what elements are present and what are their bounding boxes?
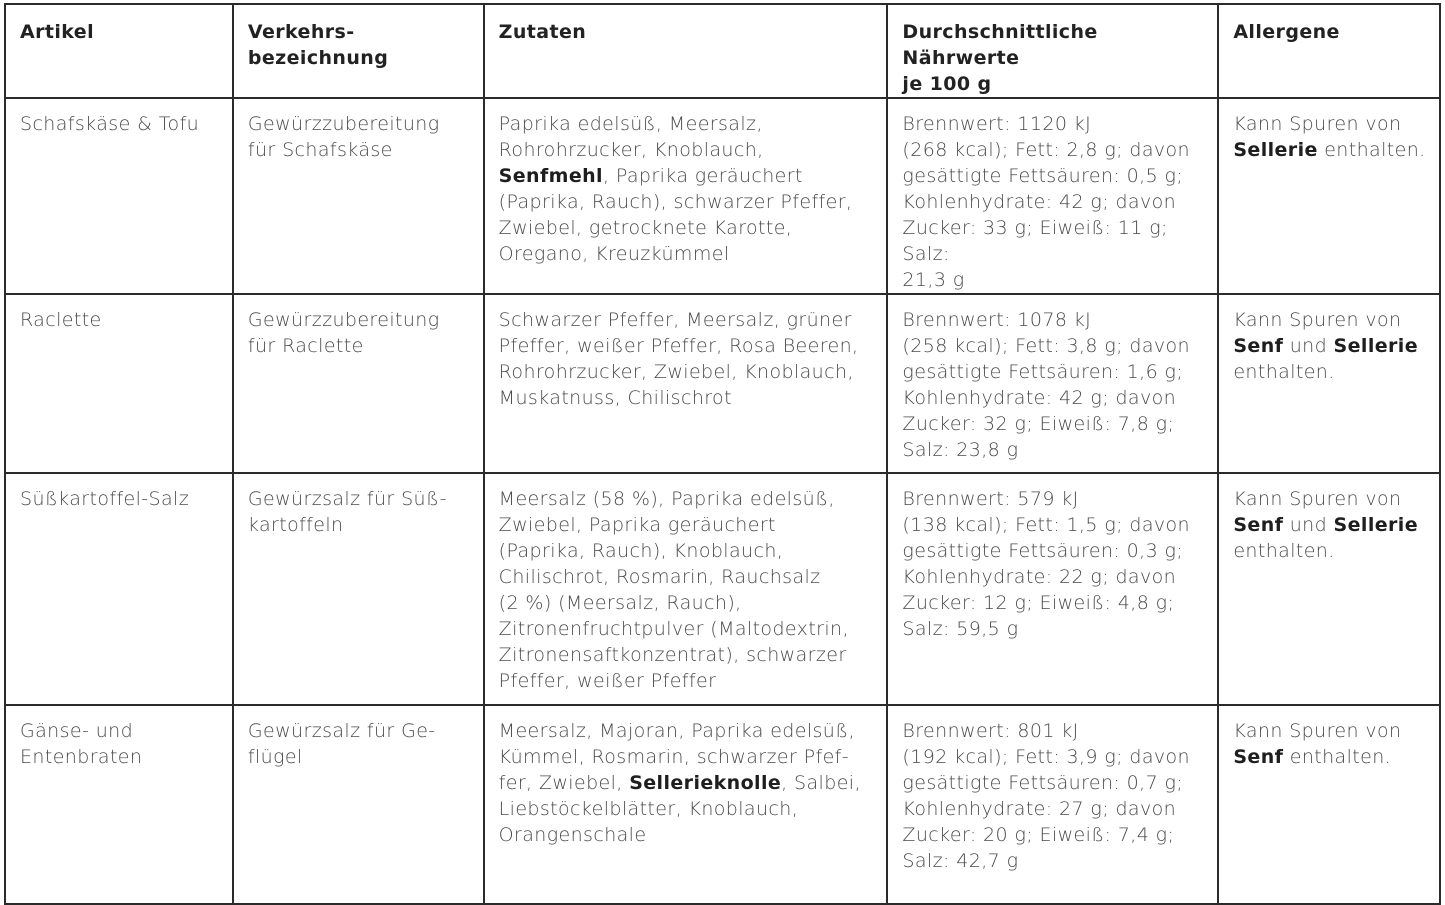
artikel-text: Gänse- und	[20, 720, 134, 742]
zutaten-line: Muskatnuss, Chilischrot	[498, 387, 732, 409]
zutaten-line: Zitronenfruchtpulver (Maltodextrin,	[498, 618, 849, 640]
zutaten-line: Paprika edelsüß, Meersalz,	[498, 113, 763, 135]
verkehr-line: Gewürzsalz für Ge-	[247, 720, 436, 742]
verkehr-line: flügel	[247, 746, 303, 768]
naehr-line: gesättigte Fettsäuren: 0,3 g;	[902, 540, 1184, 562]
verkehr-line: für Schafskäse	[247, 139, 393, 161]
naehr-line: Kohlenhydrate: 27 g; davon	[902, 798, 1177, 820]
naehr-line: Salz: 42,7 g	[902, 850, 1019, 872]
allergene-line: Kann Spuren von	[1233, 309, 1402, 331]
artikel-text: Raclette	[20, 309, 102, 331]
verkehr-line: für Raclette	[247, 335, 364, 357]
header-verkehr-line-1: Verkehrs-	[247, 21, 355, 43]
header-zutaten-label: Zutaten	[498, 21, 587, 43]
naehr-line: 21,3 g	[902, 269, 965, 291]
naehr-line: Brennwert: 579 kJ	[902, 488, 1079, 510]
verkehr-line: Gewürzsalz für Süß-	[247, 488, 447, 510]
allergene-line	[1233, 744, 1427, 770]
cell-naehrwerte	[887, 98, 1218, 294]
zutaten-line: Schwarzer Pfeffer, Meersalz, grüner	[498, 309, 852, 331]
cell-artikel	[5, 294, 233, 473]
cell-artikel	[5, 98, 233, 294]
header-verkehr-line-2: bezeichnung	[247, 47, 389, 69]
zutaten-text: fer, Zwiebel,	[498, 772, 630, 794]
cell-naehrwerte	[887, 294, 1218, 473]
naehr-line: Salz: 23,8 g	[902, 439, 1019, 461]
cell-verkehr	[233, 473, 484, 705]
cell-zutaten	[484, 294, 888, 473]
allergene-line: enthalten.	[1233, 361, 1335, 383]
allergene-line: Kann Spuren von	[1233, 113, 1402, 135]
naehr-line: Brennwert: 801 kJ	[902, 720, 1079, 742]
zutaten-line	[499, 770, 875, 796]
allergen-bold: Sellerie	[1333, 514, 1418, 536]
allergen-bold: Sellerie	[1233, 139, 1318, 161]
cell-naehrwerte	[887, 705, 1218, 904]
naehr-line: (258 kcal); Fett: 3,8 g; davon	[902, 335, 1190, 357]
header-allergene-label: Allergene	[1233, 21, 1340, 43]
allergen-bold: Sellerie	[1333, 335, 1418, 357]
header-naehrwerte	[887, 4, 1218, 98]
zutaten-line: Pfeffer, weißer Pfeffer, Rosa Beeren,	[498, 335, 859, 357]
header-naehr-line-2: je 100 g	[902, 73, 992, 95]
cell-allergene	[1218, 98, 1440, 294]
zutaten-line: Meersalz (58 %), Paprika edelsüß,	[498, 488, 835, 510]
zutaten-line: Zwiebel, getrocknete Karotte,	[498, 217, 793, 239]
allergene-text: enthalten.	[1317, 139, 1426, 161]
zutaten-line: Kümmel, Rosmarin, schwarzer Pfef-	[498, 746, 850, 768]
zutaten-line: (Paprika, Rauch), Knoblauch,	[498, 540, 784, 562]
zutaten-line: Meersalz, Majoran, Paprika edelsüß,	[498, 720, 855, 742]
zutaten-line: Zwiebel, Paprika geräuchert	[498, 514, 776, 536]
table-row	[5, 294, 1440, 473]
table-row	[5, 98, 1440, 294]
naehr-line: gesättigte Fettsäuren: 0,5 g;	[902, 165, 1184, 187]
zutaten-line: Rohrohrzucker, Knoblauch,	[498, 139, 764, 161]
cell-artikel	[5, 473, 233, 705]
header-naehr-line-1: Durchschnittliche Nährwerte	[902, 21, 1098, 69]
cell-verkehr	[233, 98, 484, 294]
zutaten-line	[499, 163, 875, 189]
allergen-bold: Sellerieknolle	[629, 772, 782, 794]
allergen-bold: Senf	[1233, 746, 1284, 768]
header-verkehrsbezeichnung	[233, 4, 484, 98]
allergene-line	[1233, 512, 1427, 538]
allergen-bold: Senf	[1233, 335, 1284, 357]
naehr-line: (192 kcal); Fett: 3,9 g; davon	[902, 746, 1190, 768]
verkehr-line: Gewürzzubereitung	[247, 309, 440, 331]
cell-zutaten	[484, 473, 888, 705]
naehr-line: Kohlenhydrate: 42 g; davon	[902, 191, 1177, 213]
cell-allergene	[1218, 294, 1440, 473]
allergene-line: Kann Spuren von	[1233, 488, 1402, 510]
naehr-line: Kohlenhydrate: 22 g; davon	[902, 566, 1177, 588]
cell-verkehr	[233, 294, 484, 473]
naehr-line: gesättigte Fettsäuren: 0,7 g;	[902, 772, 1184, 794]
table-row	[5, 705, 1440, 904]
header-artikel	[5, 4, 233, 98]
table-header-row	[5, 4, 1440, 98]
header-zutaten	[484, 4, 888, 98]
naehr-line: Brennwert: 1078 kJ	[902, 309, 1092, 331]
cell-verkehr	[233, 705, 484, 904]
product-table	[4, 3, 1441, 905]
naehr-line: Zucker: 20 g; Eiweiß: 7,4 g;	[902, 824, 1175, 846]
naehr-line: gesättigte Fettsäuren: 1,6 g;	[902, 361, 1184, 383]
naehr-line: Salz: 59,5 g	[902, 618, 1019, 640]
zutaten-line: Liebstöckelblätter, Knoblauch,	[498, 798, 799, 820]
verkehr-line: kartoffeln	[247, 514, 344, 536]
allergene-line	[1233, 333, 1427, 359]
header-artikel-label: Artikel	[20, 21, 94, 43]
naehr-line: Zucker: 32 g; Eiweiß: 7,8 g;	[902, 413, 1175, 435]
zutaten-line: Orangenschale	[498, 824, 647, 846]
allergene-line	[1233, 137, 1427, 163]
zutaten-line: Pfeffer, weißer Pfeffer	[498, 670, 717, 692]
zutaten-line: Zitronensaftkonzentrat), schwarzer	[498, 644, 847, 666]
zutaten-line: Chilischrot, Rosmarin, Rauchsalz	[498, 566, 821, 588]
naehr-line: (268 kcal); Fett: 2,8 g; davon	[902, 139, 1190, 161]
zutaten-text: , Paprika geräuchert	[602, 165, 803, 187]
allergen-bold: Senfmehl	[498, 165, 603, 187]
naehr-line: Zucker: 33 g; Eiweiß: 11 g; Salz:	[902, 217, 1168, 265]
zutaten-line: Rohrohrzucker, Zwiebel, Knoblauch,	[498, 361, 854, 383]
allergene-text: enthalten.	[1283, 746, 1392, 768]
verkehr-line: Gewürzzubereitung	[247, 113, 440, 135]
allergen-bold: Senf	[1233, 514, 1284, 536]
allergene-text: und	[1283, 514, 1334, 536]
table-row	[5, 473, 1440, 705]
header-allergene	[1218, 4, 1440, 98]
naehr-line: Zucker: 12 g; Eiweiß: 4,8 g;	[902, 592, 1175, 614]
cell-zutaten	[484, 705, 888, 904]
allergene-line: enthalten.	[1233, 540, 1335, 562]
zutaten-line: (Paprika, Rauch), schwarzer Pfeffer,	[498, 191, 853, 213]
artikel-text: Entenbraten	[20, 746, 143, 768]
artikel-text: Schafskäse & Tofu	[20, 113, 200, 135]
cell-artikel	[5, 705, 233, 904]
naehr-line: (138 kcal); Fett: 1,5 g; davon	[902, 514, 1190, 536]
zutaten-text: , Salbei,	[781, 772, 861, 794]
zutaten-line: Oregano, Kreuzkümmel	[498, 243, 730, 265]
cell-naehrwerte	[887, 473, 1218, 705]
allergene-line: Kann Spuren von	[1233, 720, 1402, 742]
naehr-line: Brennwert: 1120 kJ	[902, 113, 1092, 135]
zutaten-line: (2 %) (Meersalz, Rauch),	[498, 592, 742, 614]
cell-allergene	[1218, 473, 1440, 705]
naehr-line: Kohlenhydrate: 42 g; davon	[902, 387, 1177, 409]
cell-allergene	[1218, 705, 1440, 904]
artikel-text: Süßkartoffel-Salz	[20, 488, 190, 510]
cell-zutaten	[484, 98, 888, 294]
allergene-text: und	[1283, 335, 1334, 357]
